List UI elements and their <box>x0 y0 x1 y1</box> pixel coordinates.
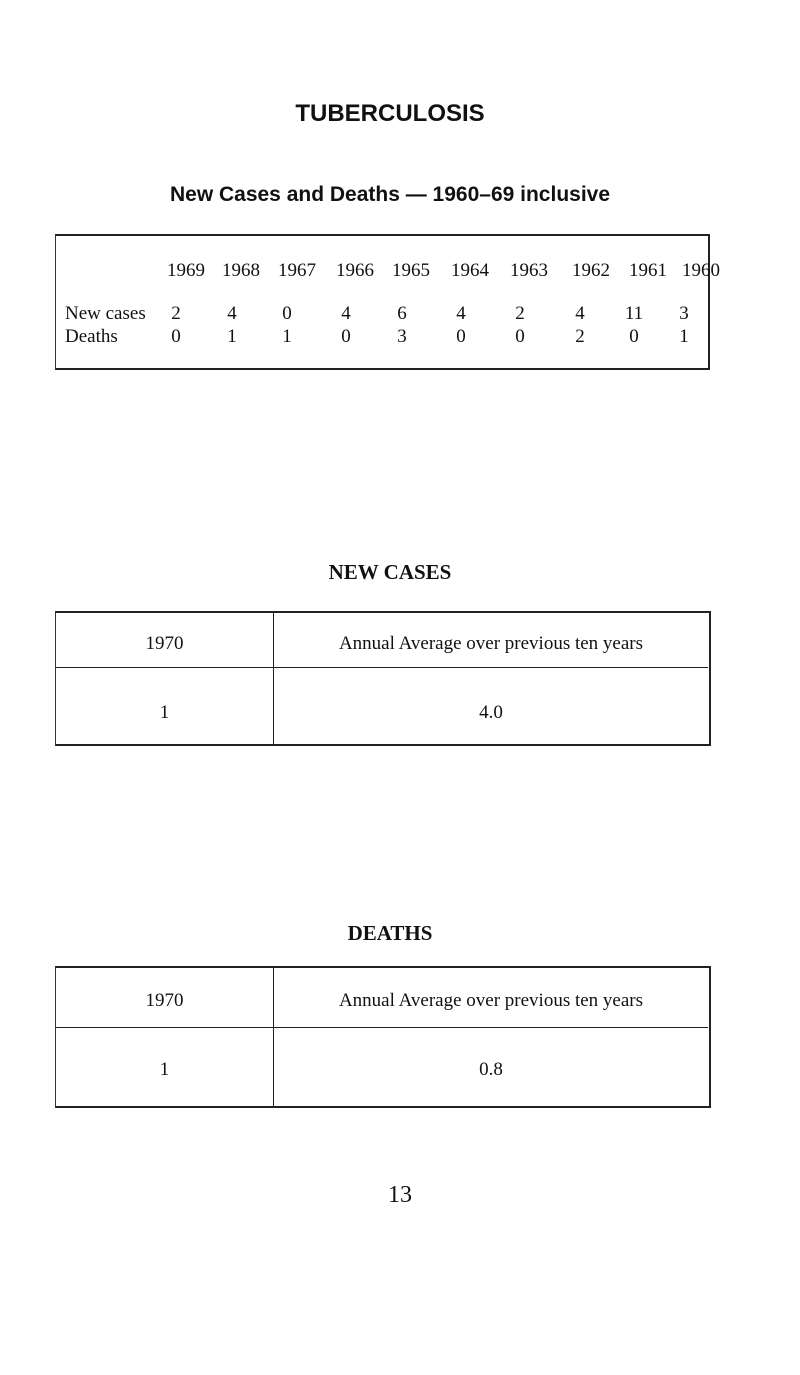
column-header-1970: 1970 <box>145 990 184 1011</box>
row-label-deaths: Deaths <box>65 326 118 347</box>
year-header: 1968 <box>222 260 260 281</box>
table-cell: 6 <box>397 303 407 324</box>
value-1970: 1 <box>159 1059 170 1080</box>
page-number: 13 <box>388 1182 412 1208</box>
page-subtitle: New Cases and Deaths — 1960–69 inclusive <box>169 183 611 206</box>
year-header: 1960 <box>682 260 720 281</box>
year-header: 1966 <box>336 260 374 281</box>
table-cell: 0 <box>629 326 639 347</box>
table-cell: 1 <box>679 326 689 347</box>
year-header: 1964 <box>451 260 489 281</box>
year-header: 1967 <box>278 260 316 281</box>
year-header: 1969 <box>167 260 205 281</box>
table-cell: 2 <box>575 326 585 347</box>
deaths-table <box>55 966 711 1108</box>
table-cell: 0 <box>282 303 292 324</box>
table-cell: 2 <box>515 303 525 324</box>
table-cell: 0 <box>171 326 181 347</box>
value-average: 0.8 <box>479 1059 503 1080</box>
value-1970: 1 <box>159 702 170 723</box>
new-cases-heading: NEW CASES <box>328 560 452 584</box>
row-label-new-cases: New cases <box>65 303 146 324</box>
table-cell: 4 <box>341 303 351 324</box>
column-divider <box>273 968 274 1106</box>
deaths-heading: DEATHS <box>347 921 433 945</box>
table-cell: 4 <box>227 303 237 324</box>
summary-table <box>55 234 720 370</box>
table-cell: 4 <box>575 303 585 324</box>
table-cell: 0 <box>515 326 525 347</box>
table-cell: 0 <box>341 326 351 347</box>
year-header: 1963 <box>510 260 548 281</box>
column-header-average: Annual Average over previous ten years <box>338 633 644 654</box>
page-title: TUBERCULOSIS <box>295 100 485 127</box>
table-cell: 3 <box>679 303 689 324</box>
table-cell: 4 <box>456 303 466 324</box>
column-header-1970: 1970 <box>145 633 184 654</box>
year-header: 1965 <box>392 260 430 281</box>
new-cases-table <box>55 611 711 746</box>
table-cell: 1 <box>282 326 292 347</box>
table-cell: 0 <box>456 326 466 347</box>
year-header: 1962 <box>572 260 610 281</box>
row-divider <box>56 667 708 668</box>
column-header-average: Annual Average over previous ten years <box>338 990 644 1011</box>
table-cell: 3 <box>397 326 407 347</box>
year-header: 1961 <box>629 260 667 281</box>
value-average: 4.0 <box>479 702 503 723</box>
table-cell: 1 <box>227 326 237 347</box>
table-cell: 11 <box>624 303 644 324</box>
row-divider <box>56 1027 708 1028</box>
table-cell: 2 <box>171 303 181 324</box>
